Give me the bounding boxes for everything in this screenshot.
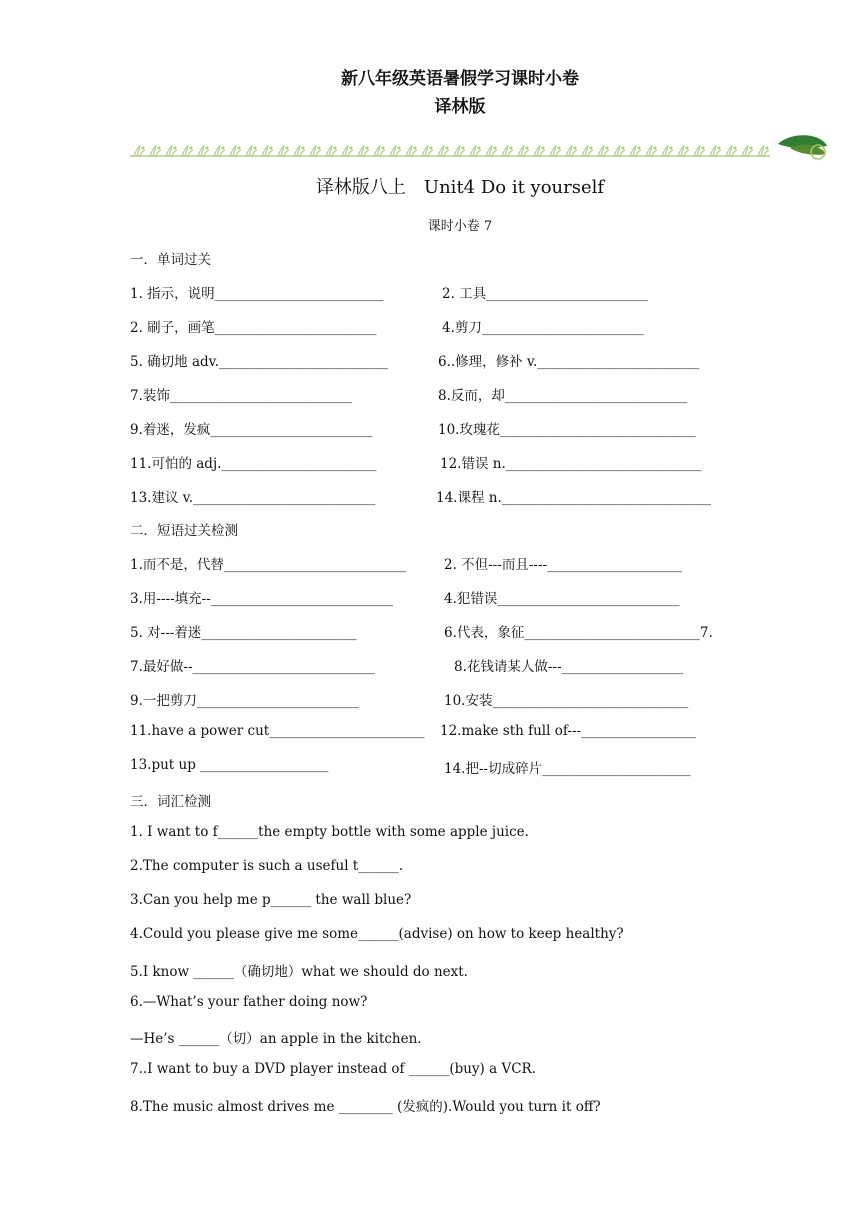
exercise-item: 2.The computer is such a useful t______. bbox=[130, 858, 404, 874]
vocab-item: 11.可怕的 adj._______________________ bbox=[130, 456, 377, 472]
section2-heading: 二．短语过关检测 bbox=[130, 523, 238, 539]
phrase-item: 6.代表，象征__________________________7. bbox=[444, 625, 713, 641]
phrase-item: 5. 对---着迷_______________________ bbox=[130, 625, 357, 641]
phrase-item: 7.最好做--___________________________ bbox=[130, 659, 375, 675]
vocab-item: 4.剪刀________________________ bbox=[442, 320, 644, 336]
section1-heading: 一．单词过关 bbox=[130, 252, 211, 268]
vine-border-decoration-icon bbox=[130, 128, 830, 162]
vocab-item: 2. 刷子，画笔________________________ bbox=[130, 320, 377, 336]
vocab-item: 1. 指示，说明_________________________ bbox=[130, 286, 384, 302]
vocab-item: 13.建议 v.___________________________ bbox=[130, 490, 376, 506]
phrase-item: 1.而不是，代替___________________________ bbox=[130, 557, 407, 573]
exercise-item: 6.—What’s your father doing now? bbox=[130, 994, 368, 1010]
phrase-item: 9.一把剪刀________________________ bbox=[130, 693, 359, 709]
exercise-item: —He’s ______（切）an apple in the kitchen. bbox=[130, 1031, 422, 1047]
unit-title: 译林版八上 Unit4 Do it yourself bbox=[315, 177, 605, 198]
phrase-item: 13.put up ___________________ bbox=[130, 757, 329, 773]
exercise-item: 4.Could you please give me some______(advise) on how to keep healthy? bbox=[130, 926, 624, 942]
vocab-item: 9.着迷，发疯________________________ bbox=[130, 422, 373, 438]
document-title: 新八年级英语暑假学习课时小卷 bbox=[341, 69, 579, 89]
vocab-item: 14.课程 n._______________________________ bbox=[436, 490, 711, 506]
exercise-item: 3.Can you help me p______ the wall blue? bbox=[130, 892, 412, 908]
exercise-item: 1. I want to f______the empty bottle with some apple juice. bbox=[130, 824, 529, 840]
exercise-item: 8.The music almost drives me ________ (发疯的).Would you turn it off? bbox=[130, 1099, 601, 1115]
phrase-item: 8.花钱请某人做---__________________ bbox=[454, 659, 684, 675]
vocab-item: 5. 确切地 adv._________________________ bbox=[130, 354, 388, 370]
phrase-item: 14.把--切成碎片______________________ bbox=[444, 761, 691, 777]
phrase-item: 10.安装_____________________________ bbox=[444, 693, 689, 709]
document-subtitle-edition: 译林版 bbox=[434, 97, 486, 117]
phrase-item: 2. 不但---而且----____________________ bbox=[444, 557, 683, 573]
vocab-item: 10.玫瑰花_____________________________ bbox=[438, 422, 696, 438]
vocab-item: 7.装饰___________________________ bbox=[130, 388, 353, 404]
vocab-item: 12.错误 n._____________________________ bbox=[440, 456, 702, 472]
exercise-item: 7..I want to buy a DVD player instead of ______(buy) a VCR. bbox=[130, 1061, 536, 1077]
quiz-number: 课时小卷 7 bbox=[427, 219, 493, 234]
vocab-item: 8.反而，却___________________________ bbox=[438, 388, 688, 404]
phrase-item: 4.犯错误___________________________ bbox=[444, 591, 680, 607]
section3-heading: 三．词汇检测 bbox=[130, 794, 211, 810]
exercise-item: 5.I know ______（确切地）what we should do next. bbox=[130, 964, 468, 980]
vocab-item: 6..修理，修补 v.________________________ bbox=[438, 354, 700, 370]
phrase-item: 11.have a power cut_______________________ bbox=[130, 723, 425, 739]
phrase-item: 12.make sth full of---_________________ bbox=[440, 723, 696, 739]
vocab-item: 2. 工具________________________ bbox=[442, 286, 649, 302]
phrase-item: 3.用----填充--___________________________ bbox=[130, 591, 393, 607]
